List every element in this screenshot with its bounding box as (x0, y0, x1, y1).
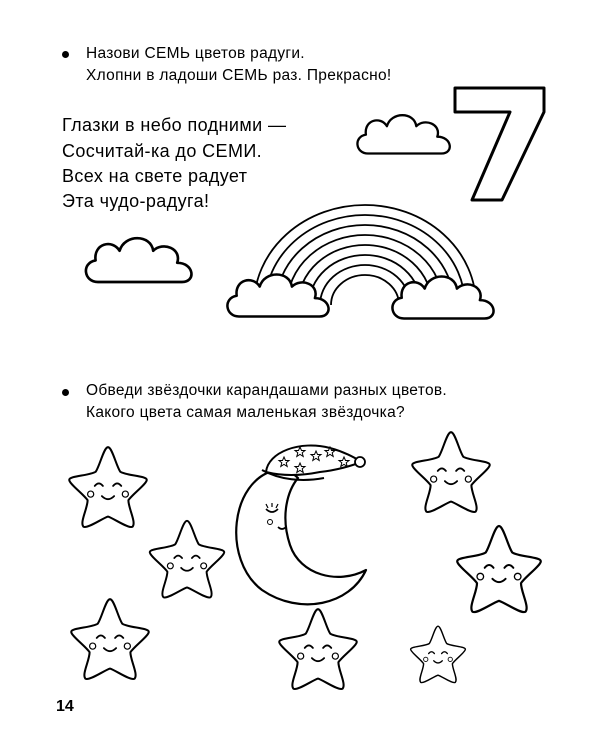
big-number-text: 7 (0, 0, 1, 1)
moon-icon (236, 470, 366, 605)
cloud-icon (392, 277, 493, 319)
star-icon (150, 521, 224, 598)
nightcap-icon (262, 445, 365, 479)
poem-line-3: Всех на свете радует (62, 166, 248, 186)
star-icon (457, 526, 541, 612)
page-number: 14 (56, 698, 74, 715)
poem-line-2: Сосчитай-ка до СЕМИ. (62, 141, 263, 161)
poem-line-4: Эта чудо-радуга! (62, 191, 210, 211)
big-number-seven (0, 0, 544, 200)
task1-line1: Назови СЕМЬ цветов радуги. (86, 45, 305, 62)
task2-line2: Какого цвета самая маленькая звёздочка? (86, 404, 405, 421)
star-icon (279, 609, 357, 689)
star-icon (69, 447, 147, 527)
task2-line1: Обведи звёздочки карандашами разных цветов. (86, 382, 447, 399)
star-icon-smallest (411, 626, 466, 682)
star-icon (71, 599, 149, 679)
cloud-icon (86, 238, 192, 282)
task1-line2: Хлопни в ладоши СЕМЬ раз. Прекрасно! (86, 67, 392, 84)
poem-line-1: Глазки в небо подними — (62, 115, 287, 135)
cloud-icon (357, 115, 449, 153)
star-icon (412, 432, 490, 512)
cloud-icon (227, 275, 328, 317)
